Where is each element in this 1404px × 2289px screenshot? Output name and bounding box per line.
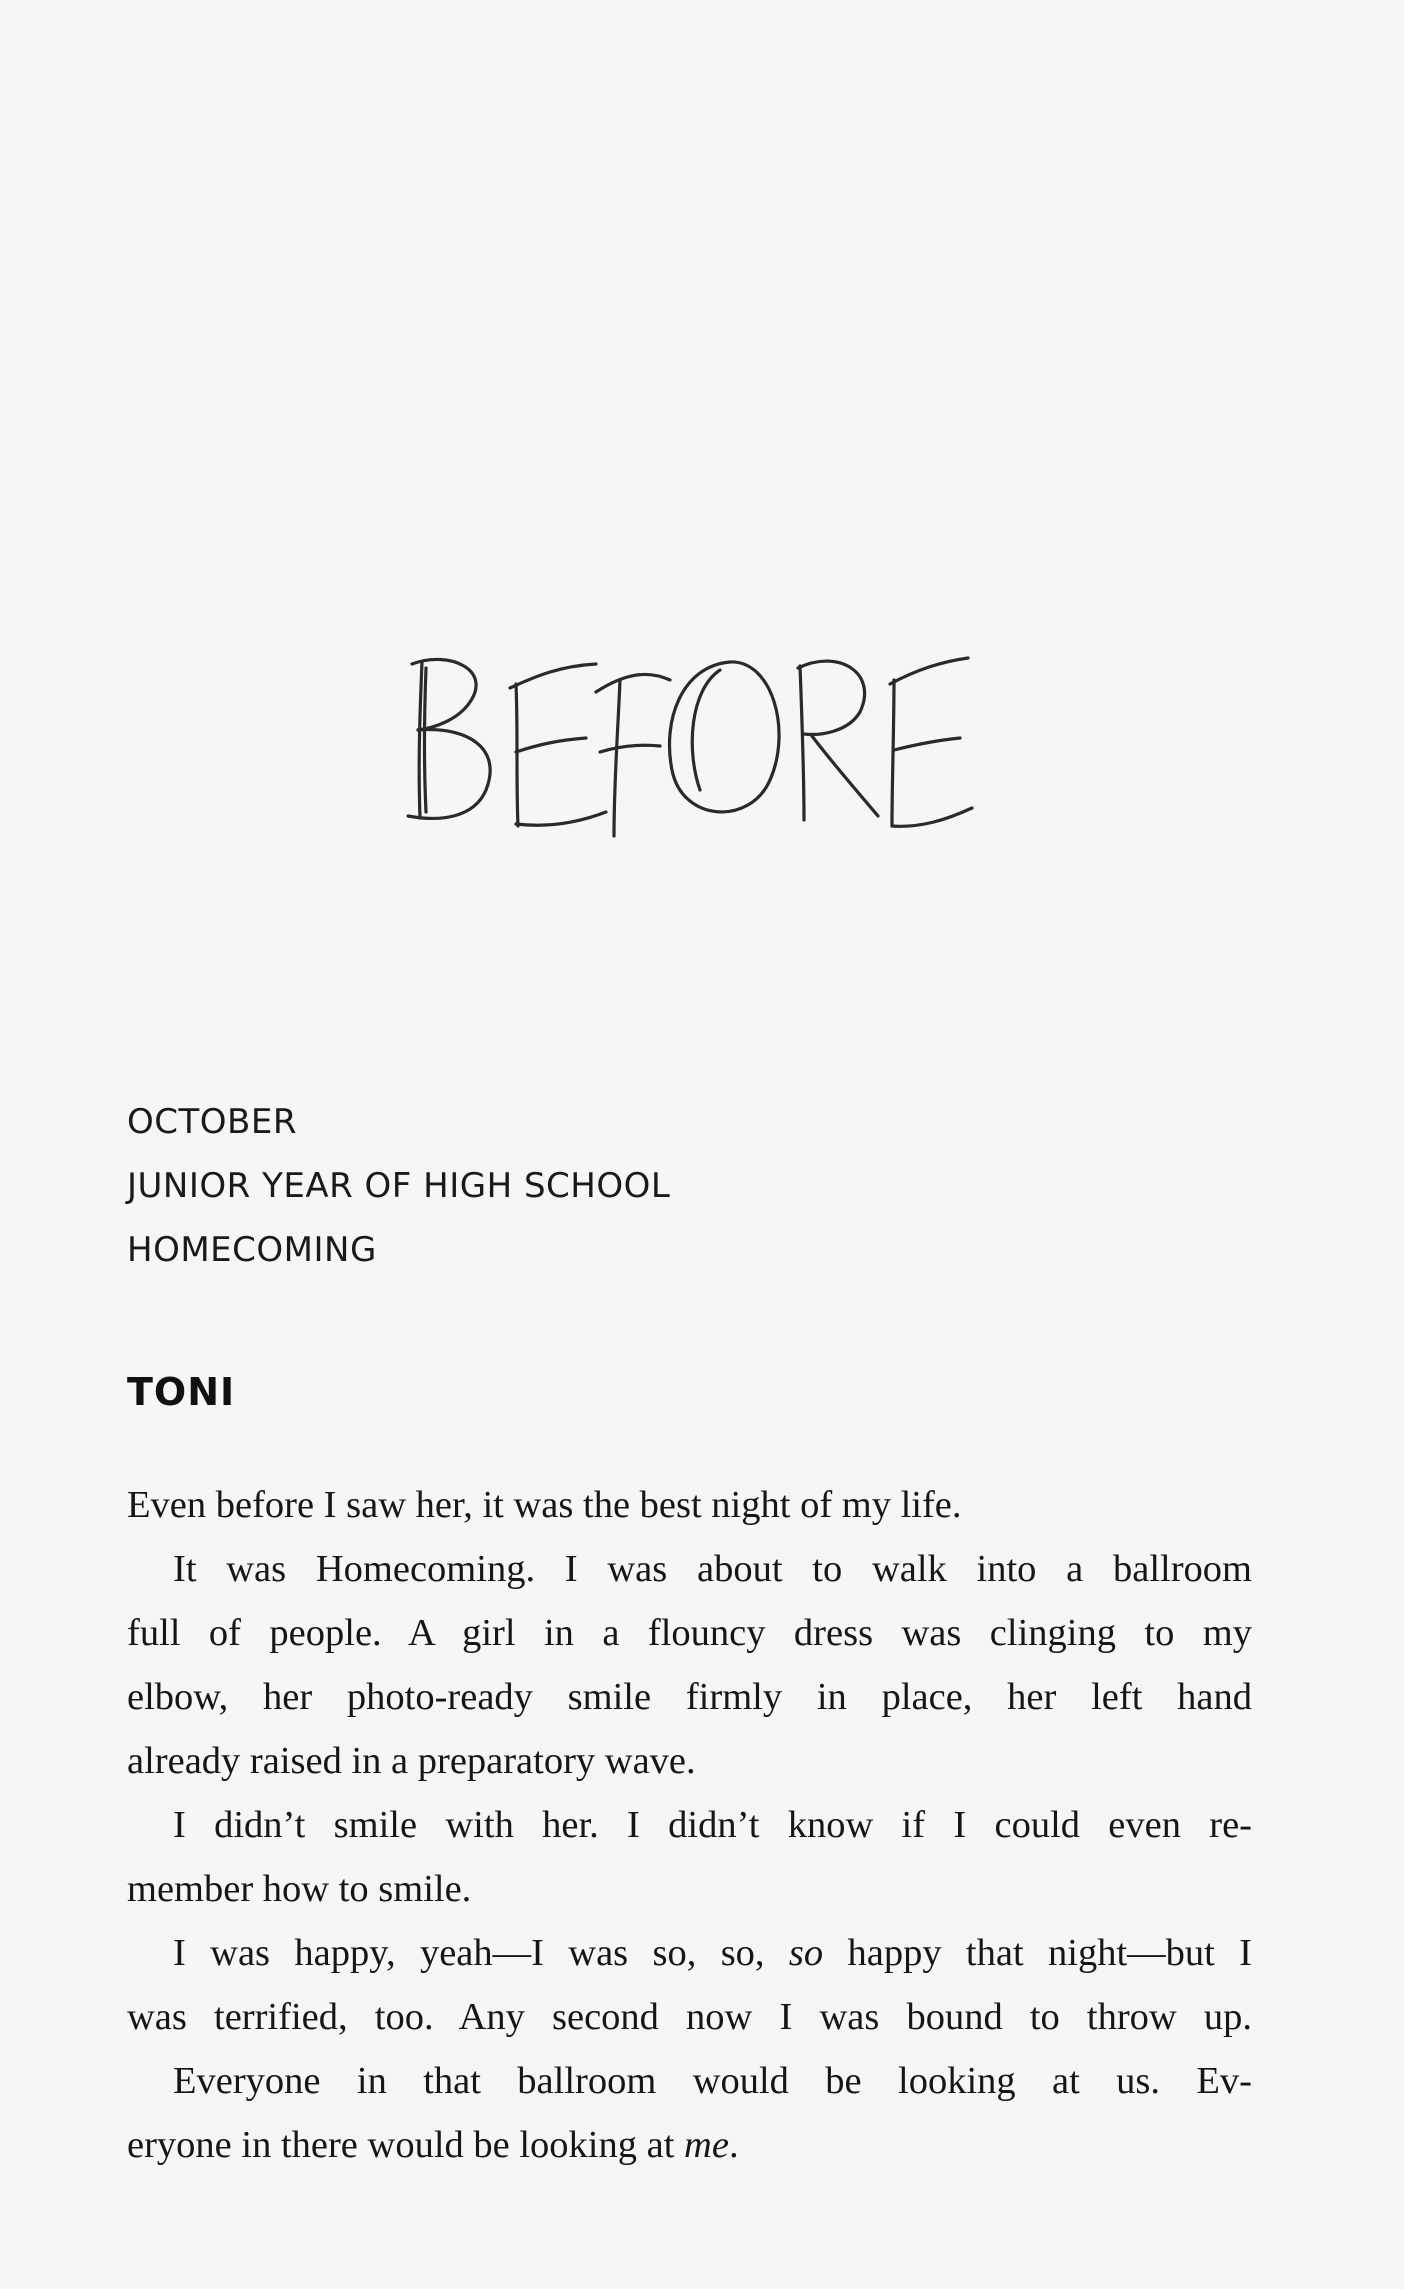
emphasis-run: me — [684, 2124, 729, 2166]
bleed-through-texture — [125, 255, 1235, 319]
text-run: I was happy, yeah—I was so, so, — [173, 1932, 789, 1974]
paragraph-3 — [127, 1793, 1252, 1921]
text-line: member how to smile. — [127, 1868, 472, 1910]
paragraph-5 — [127, 2049, 1252, 2177]
meta-event: HOMECOMING — [127, 1230, 377, 1270]
text-line: I didn’t smile with her. I didn’t know if I could even re- — [173, 1804, 1252, 1846]
emphasis-run: so — [788, 1932, 824, 1974]
text-line: already raised in a preparatory wave. — [127, 1740, 696, 1782]
meta-month: OCTOBER — [127, 1102, 297, 1142]
text-line: It was Homecoming. I was about to walk into a ballroom — [173, 1548, 1252, 1590]
meta-year-label: JUNIOR YEAR OF HIGH SCHOOL — [127, 1166, 671, 1206]
text-line: Everyone in that ballroom would be looking at us. Ev- — [173, 2060, 1252, 2102]
text-run: . — [728, 2124, 739, 2166]
text-line: elbow, her photo-ready smile firmly in place, her left hand — [127, 1676, 1252, 1718]
narrator-heading: TONI — [127, 1370, 236, 1414]
text-run: happy that night—but I — [823, 1932, 1252, 1974]
text-line — [127, 1921, 1252, 1985]
text-run: eryone in there would be looking at — [127, 2124, 685, 2166]
text-line: Even before I saw her, it was the best night of my life. — [127, 1484, 962, 1526]
chapter-body — [127, 1473, 1252, 2177]
text-line: was terrified, too. Any second now I was bound to throw up. — [127, 1996, 1252, 2038]
paragraph-1 — [127, 1473, 1252, 1537]
chapter-meta — [127, 1090, 670, 1282]
text-line — [127, 2113, 1252, 2177]
paragraph-4 — [127, 1921, 1252, 2049]
text-line: full of people. A girl in a flouncy dress was clinging to my — [127, 1612, 1252, 1654]
paragraph-2 — [127, 1537, 1252, 1793]
section-heading-before — [400, 640, 980, 840]
